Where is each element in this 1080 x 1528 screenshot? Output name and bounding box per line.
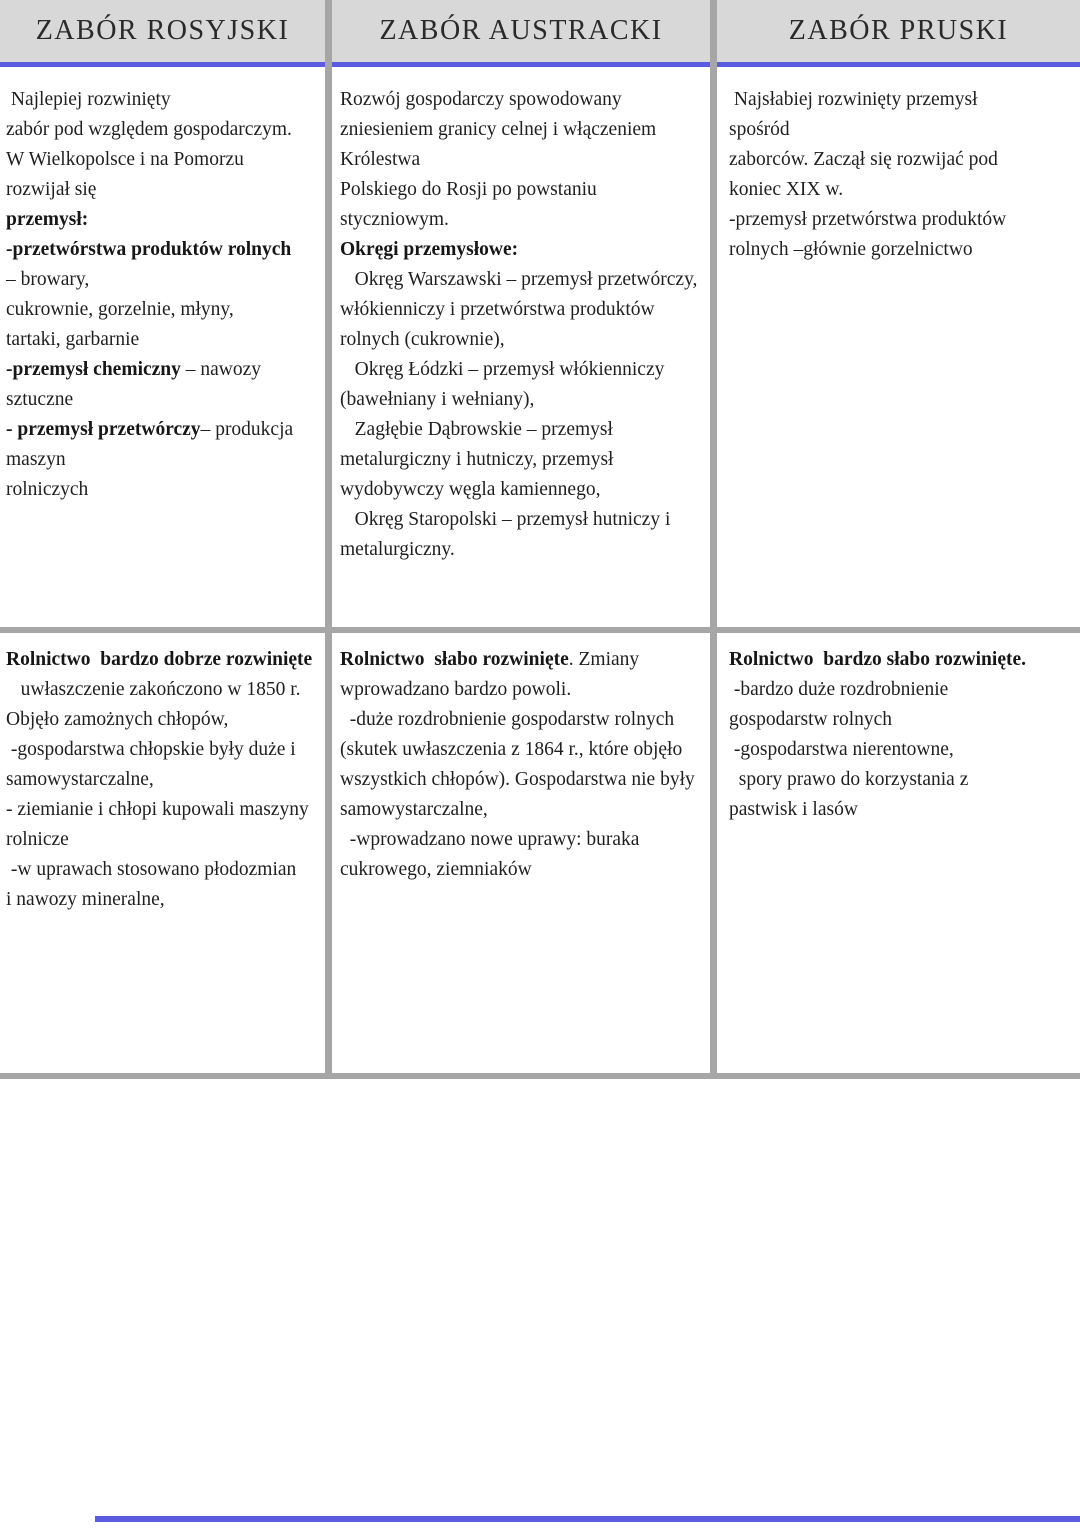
text-line	[340, 645, 710, 675]
text-line	[6, 85, 323, 115]
text-line	[340, 355, 710, 385]
text-line	[729, 205, 1076, 235]
text-line	[6, 205, 323, 235]
bottom-blue-line	[95, 1516, 1080, 1522]
text-run: -gospodarstwa nierentowne,	[729, 739, 954, 760]
text-line	[340, 145, 710, 175]
bold-text-run: -przetwórstwa produktów rolnych	[6, 239, 292, 260]
agriculture-cell-rosyjski	[0, 633, 325, 1073]
text-line	[340, 505, 710, 535]
text-run: uwłaszczenie zakończono w 1850 r.	[6, 679, 301, 700]
text-run: metalurgiczny.	[340, 539, 455, 560]
text-run: Rozwój gospodarczy spowodowany	[340, 89, 622, 110]
column-header-label: ZABÓR AUSTRACKI	[379, 15, 663, 46]
text-run: . Zmiany	[568, 649, 640, 670]
text-run: rolnicze	[6, 829, 69, 850]
text-run: styczniowym.	[340, 209, 449, 230]
text-line	[6, 415, 323, 445]
text-line	[6, 235, 323, 265]
text-line	[729, 175, 1076, 205]
text-line	[340, 855, 710, 885]
bold-text-run: Rolnictwo bardzo dobrze rozwinięte	[6, 649, 313, 670]
text-line	[729, 795, 1076, 825]
text-line	[6, 475, 323, 505]
text-run: – browary,	[6, 269, 90, 290]
text-line	[340, 175, 710, 205]
text-line	[340, 795, 710, 825]
text-run: tartaki, garbarnie	[6, 329, 140, 350]
text-line	[729, 675, 1076, 705]
text-line	[340, 235, 710, 265]
text-run: zabór pod względem gospodarczym.	[6, 119, 292, 140]
text-line	[340, 115, 710, 145]
text-line	[340, 415, 710, 445]
text-line	[340, 295, 710, 325]
text-line	[729, 115, 1076, 145]
text-run: zniesieniem granicy celnej i włączeniem	[340, 119, 657, 140]
text-run: i nawozy mineralne,	[6, 889, 165, 910]
text-line	[6, 175, 323, 205]
text-line	[6, 445, 323, 475]
text-run: zaborców. Zaczął się rozwijać pod	[729, 149, 998, 170]
text-line	[6, 115, 323, 145]
text-line	[729, 85, 1076, 115]
text-run: rolnych (cukrownie),	[340, 329, 505, 350]
text-run: samowystarczalne,	[6, 769, 154, 790]
text-run: Zagłębie Dąbrowskie – przemysł	[340, 419, 613, 440]
text-run: metalurgiczny i hutniczy, przemysł	[340, 449, 614, 470]
agriculture-cell-austriacki	[332, 633, 710, 1073]
text-run: gospodarstw rolnych	[729, 709, 893, 730]
text-run: rolniczych	[6, 479, 89, 500]
text-line	[6, 145, 323, 175]
text-run: wszystkich chłopów). Gospodarstwa nie były	[340, 769, 695, 790]
column-header-zabor-austriacki	[332, 0, 710, 62]
text-line	[340, 325, 710, 355]
vertical-divider	[325, 0, 332, 1079]
column-header-label: ZABÓR ROSYJSKI	[35, 15, 290, 46]
text-run: -bardzo duże rozdrobnienie	[729, 679, 949, 700]
text-line	[6, 385, 323, 415]
text-run: rolnych –głównie gorzelnictwo	[729, 239, 973, 260]
text-line	[6, 675, 323, 705]
text-line	[6, 645, 323, 675]
text-line	[340, 265, 710, 295]
text-run: pastwisk i lasów	[729, 799, 858, 820]
text-run: – nawozy	[180, 359, 262, 380]
column-header-label: ZABÓR PRUSKI	[788, 15, 1009, 46]
industry-cell-rosyjski	[0, 67, 325, 627]
text-run: Królestwa	[340, 149, 421, 170]
text-line	[340, 675, 710, 705]
text-line	[729, 705, 1076, 735]
text-line	[6, 705, 323, 735]
text-line	[340, 705, 710, 735]
text-run: Objęło zamożnych chłopów,	[6, 709, 229, 730]
text-line	[729, 235, 1076, 265]
text-run: -gospodarstwa chłopskie były duże i	[6, 739, 296, 760]
text-line	[340, 735, 710, 765]
text-run: – produkcja	[200, 419, 294, 440]
text-run: Najlepiej rozwinięty	[6, 89, 171, 110]
text-line	[6, 735, 323, 765]
text-line	[6, 765, 323, 795]
text-line	[6, 295, 323, 325]
text-line	[6, 855, 323, 885]
text-line	[6, 355, 323, 385]
text-line	[729, 735, 1076, 765]
bold-text-run: Rolnictwo bardzo słabo rozwinięte.	[729, 649, 1026, 670]
text-line	[340, 825, 710, 855]
bold-text-run: - przemysł przetwórczy	[6, 419, 201, 440]
bold-text-run: Okręgi przemysłowe:	[340, 239, 519, 260]
text-run: Najsłabiej rozwinięty przemysł	[729, 89, 978, 110]
text-line	[6, 325, 323, 355]
text-run: wydobywczy węgla kamiennego,	[340, 479, 601, 500]
text-run: -duże rozdrobnienie gospodarstw rolnych	[340, 709, 675, 730]
text-run: -wprowadzano nowe uprawy: buraka	[340, 829, 640, 850]
text-run: W Wielkopolsce i na Pomorzu	[6, 149, 244, 170]
text-line	[340, 475, 710, 505]
text-line	[729, 145, 1076, 175]
text-run: samowystarczalne,	[340, 799, 488, 820]
text-run: Polskiego do Rosji po powstaniu	[340, 179, 597, 200]
text-line	[6, 825, 323, 855]
industry-cell-austriacki	[332, 67, 710, 627]
text-line	[6, 885, 323, 915]
text-run: cukrownie, gorzelnie, młyny,	[6, 299, 234, 320]
text-run: maszyn	[6, 449, 66, 470]
text-run: spośród	[729, 119, 790, 140]
horizontal-divider	[0, 1073, 1080, 1079]
agriculture-cell-pruski	[717, 633, 1080, 1073]
text-line	[729, 765, 1076, 795]
text-run: cukrowego, ziemniaków	[340, 859, 532, 880]
text-run: -przemysł przetwórstwa produktów	[729, 209, 1007, 230]
text-line	[340, 535, 710, 565]
text-line	[340, 445, 710, 475]
text-run: Okręg Warszawski – przemysł przetwórczy,	[340, 269, 698, 290]
bold-text-run: -przemysł chemiczny	[6, 359, 181, 380]
text-line	[729, 645, 1076, 675]
text-run: (skutek uwłaszczenia z 1864 r., które objęło	[340, 739, 683, 760]
industry-cell-pruski	[717, 67, 1080, 627]
text-run: wprowadzano bardzo powoli.	[340, 679, 572, 700]
text-line	[340, 85, 710, 115]
bold-text-run: Rolnictwo słabo rozwinięte	[340, 649, 569, 670]
text-line	[6, 795, 323, 825]
text-run: -w uprawach stosowano płodozmian	[6, 859, 297, 880]
text-line	[6, 265, 323, 295]
text-line	[340, 385, 710, 415]
text-run: sztuczne	[6, 389, 74, 410]
text-run: Okręg Staropolski – przemysł hutniczy i	[340, 509, 671, 530]
text-run: (bawełniany i wełniany),	[340, 389, 535, 410]
column-header-zabor-rosyjski	[0, 0, 325, 62]
vertical-divider	[710, 0, 717, 1079]
text-run: - ziemianie i chłopi kupowali maszyny	[6, 799, 309, 820]
text-run: Okręg Łódzki – przemysł włókienniczy	[340, 359, 665, 380]
text-line	[340, 205, 710, 235]
text-run: rozwijał się	[6, 179, 97, 200]
text-run: włókienniczy i przetwórstwa produktów	[340, 299, 655, 320]
bold-text-run: przemysł:	[6, 209, 89, 230]
text-line	[340, 765, 710, 795]
text-run: spory prawo do korzystania z	[729, 769, 969, 790]
text-run: koniec XIX w.	[729, 179, 844, 200]
column-header-zabor-pruski	[717, 0, 1080, 62]
